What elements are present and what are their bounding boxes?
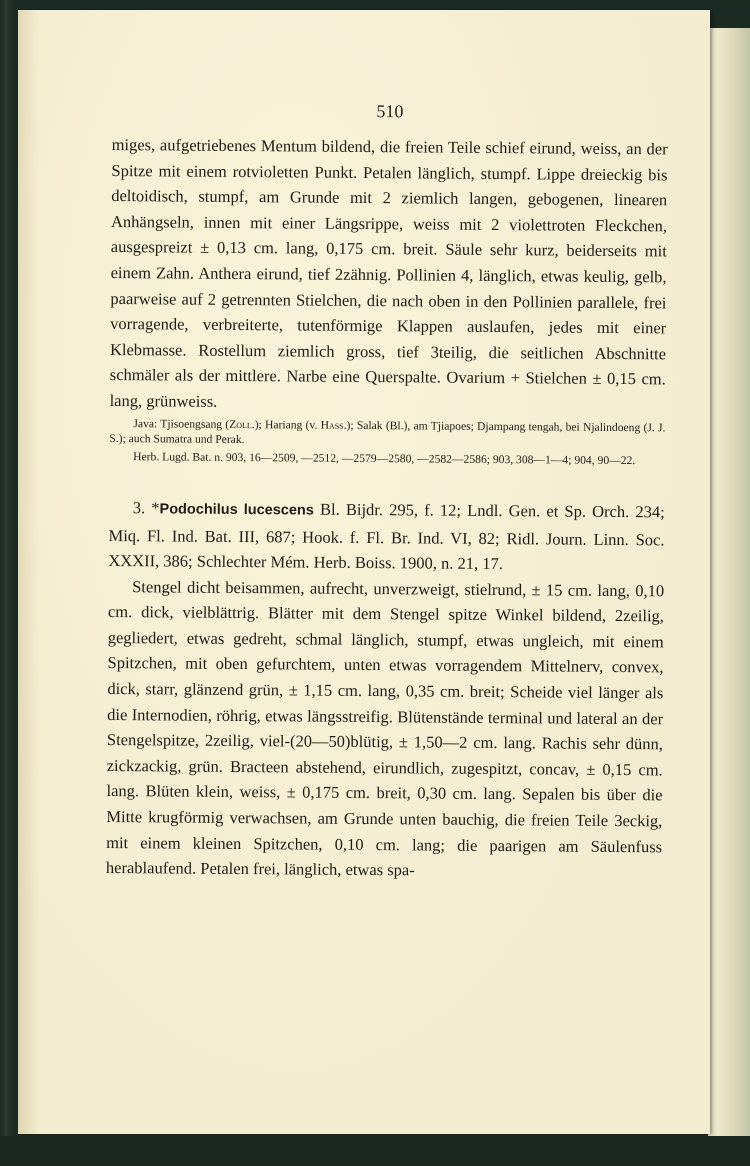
distribution-label: Java:	[133, 416, 158, 430]
species-name: Podochilus lucescens	[159, 501, 314, 519]
distribution-note	[109, 416, 665, 452]
scan-bottom-band	[0, 1136, 750, 1166]
collector-hass: Hass.	[320, 418, 347, 432]
page-number: 510	[376, 101, 404, 122]
section-gap	[109, 465, 665, 499]
distribution-text-1: Tjisoengsang (	[157, 416, 230, 431]
previous-species-description: miges, aufgetriebenes Mentum bildend, die freien Teile schief eirund, weiss, an der Spitze mit einem rotvioletten Punkt. Petalen länglich, stumpf. Lippe dreieckig bis deltoidisch, stumpf, am Grunde mit 2 ziemlich langen, gebogenen, linearen Anhängseln, innen mit einer Längsrippe, weiss mit 2 violettroten Fleckchen, ausgespreizt ± 0,13 cm. lang, 0,175 cm. breit. Säule sehr kurz, beiderseits mit einem Zahn. Anthera eirund, tief 2zähnig. Pollinien 4, länglich, etwas keulig, gelb, paarweise auf 2 getrennten Stielchen, die nach oben in den Pollinien parallele, frei vorragende, verbreiterte, tutenförmige Klappen auslaufen, jedes mit einer Klebmasse. Rostellum ziemlich gross, tief 3teilig, die seitlichen Abschnitte schmäler als der mittlere. Narbe eine Querspalte. Ovarium + Stielchen ± 0,15 cm. lang, grünweiss.	[109, 134, 668, 411]
distribution-text-3: ); Salak (Bl.), am Tjiapoes; Djampang tengah, bei Njalindoeng (J. J. S.); auch Sumatra und Perak.	[109, 418, 666, 447]
species-number: 3.	[132, 498, 146, 518]
page-text	[106, 98, 668, 885]
species-description: Stengel dicht beisammen, aufrecht, unverzweigt, stielrund, ± 15 cm. lang, 0,10 cm. dick, vielblättrig. Blätter mit dem Stengel spitze Winkel bildend, 2zeilig, gegliedert, etwas gedreht, schmal länglich, stumpf, etwas ungleich, mit einem Spitzchen, mit oben gefurchtem, unten etwas vorragendem Mittelnerv, convex, dick, starr, glänzend grün, ± 1,15 cm. lang, 0,35 cm. breit; Scheide viel länger als die Internodien, röhrig, etwas längsstreifig. Blütenstände terminal und lateral an der Stengelspitze, 2zeilig, viel-(20—50)blütig, ± 1,50—2 cm. lang. Rachis sehr dünn, zickzackig, grün. Bracteen abstehend, eirundlich, zugespitzt, concav, ± 0,15 cm. lang. Blüten klein, weiss, ± 0,175 cm. breit, 0,30 cm. lang. Sepalen bis über die Mitte krugförmig verwachsen, am Grunde unten bauchig, die freien Teile 3eckig, mit einem kleinen Spitzchen, 0,10 cm. lang; die paarigen am Säulenfuss herablaufend. Petalen frei, länglich, etwas spa-	[105, 576, 665, 880]
collector-zoll: Zoll.	[229, 417, 255, 431]
species-heading	[108, 495, 665, 578]
page-edge	[708, 28, 750, 1138]
herbarium-note: Herb. Lugd. Bat. n. 903, 16—2509, —2512, —2579—2580, —2582—2586; 903, 308—1—4; 904, 90—22.	[133, 450, 636, 468]
distribution-text-2: ); Hariang (v.	[254, 417, 321, 432]
species-references: Bl. Bijdr. 295, f. 12; Lndl. Gen. et Sp. Orch. 234; Miq. Fl. Ind. Bat. III, 687; Hook. f. Fl. Br. Ind. VI, 82; Ridl. Journ. Linn. Soc. XXXII, 386; Schlechter Mém. Herb. Boiss. 1900, n. 21, 17.	[108, 499, 665, 574]
species-star: *	[151, 498, 160, 518]
